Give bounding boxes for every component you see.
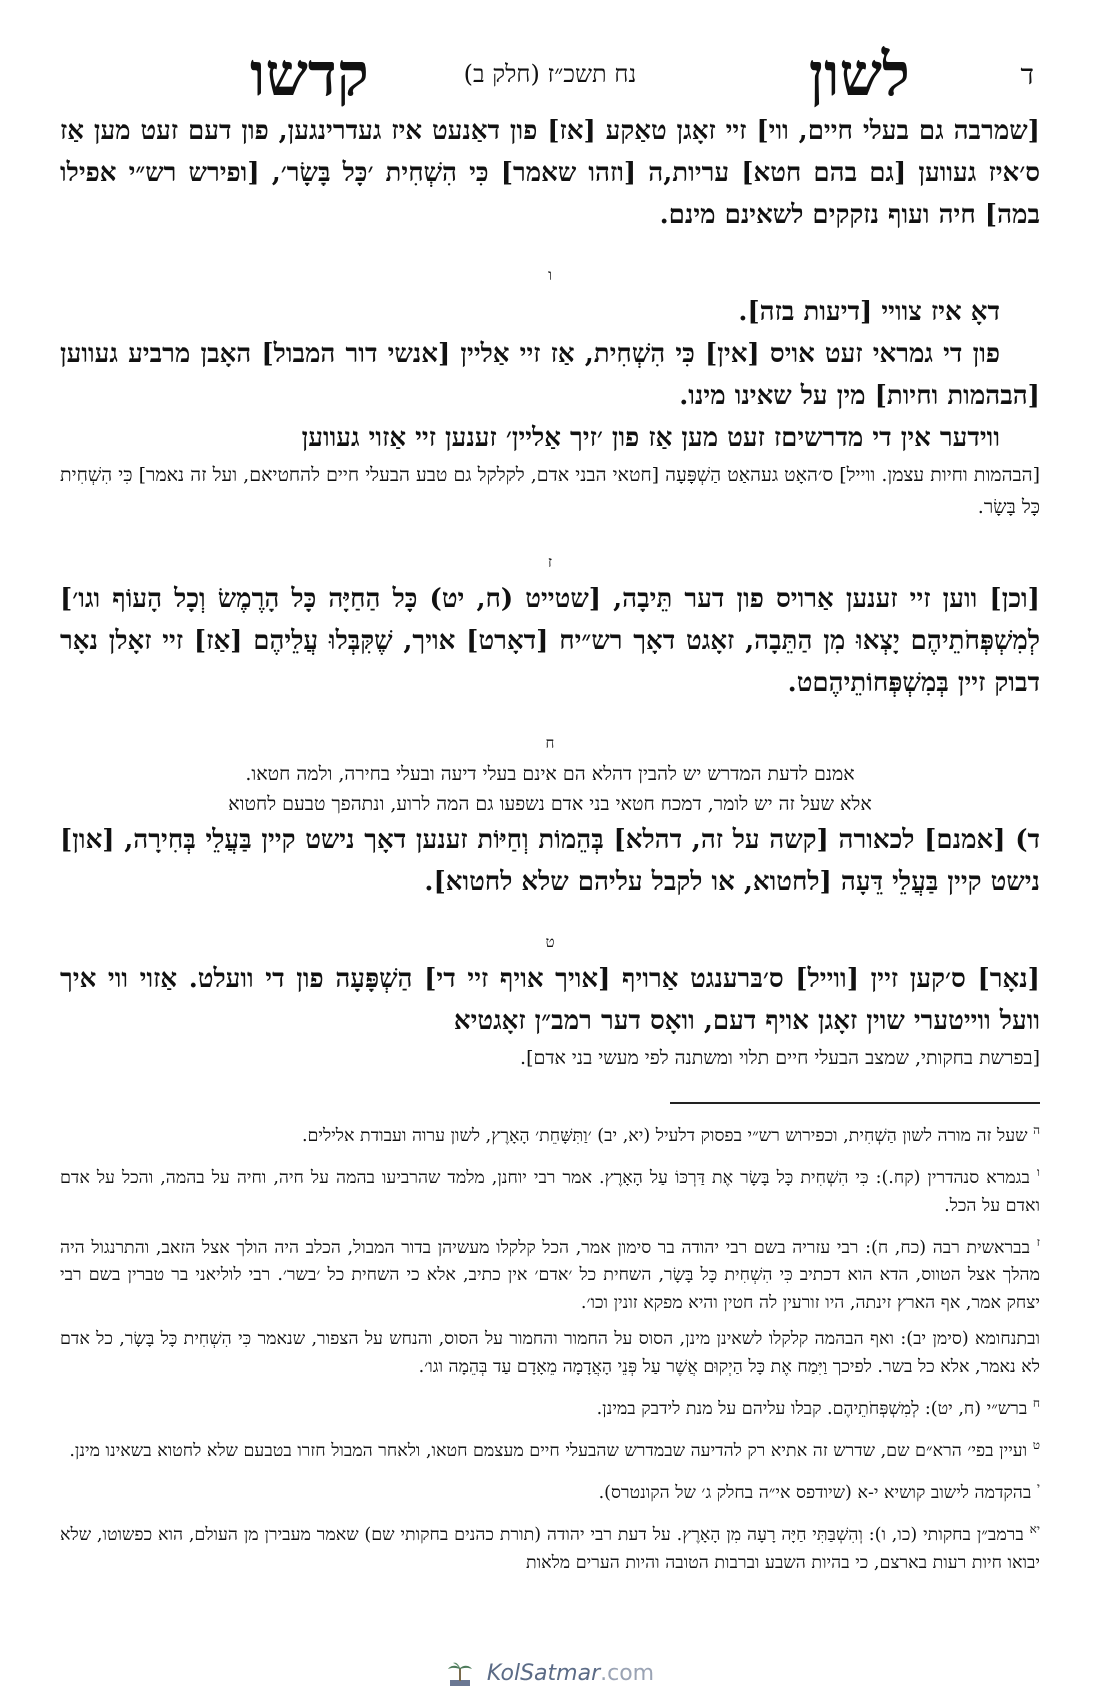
section6-line-3: ווידער אין די מדרשיםז זעט מען אַז פון ׳זיך אַליין׳ זענען זיי אַזוי געווען xyxy=(301,423,1000,453)
running-title-right: לשון xyxy=(808,40,910,110)
opening-paragraph: [שמרבה גם בעלי חיים, ווי] זיי זאָגן טאַקע [אז] פון דאַנעט איז געדרינגען, פון דעם זעט מען אַז ס׳איז געווען [גם בהם חטא] עריות,ה [וזהו שאמר] כִּי הִשְׁחִית ׳כָּל בָּשָׂר׳, [ופירש רש״י אפילו במה] חיה ועוף נזקקים לשאינם מינם. xyxy=(60,116,1040,230)
footnote-text: בגמרא סנהדרין (קח.): כִּי הִשְׁחִית כָּל בָּשָׂר אֶת דַּרְכּוֹ עַל הָאָרֶץ. אמר רבי יוחנן, מלמד שהרביעו בהמה על חיה, וחיה על בהמה, והכל על אדם ואדם על הכל. xyxy=(60,1167,1040,1216)
footnote-yud-alef xyxy=(60,1515,1040,1577)
footnote-text: שעל זה מורה לשון הַשְׁחִית, וכפירוש רש״י בפסוק דלעיל (יא, יב) ׳וַתִּשָּׁחֵת׳ הָאָרֶץ, לשון ערוה ועבודת אלילים. xyxy=(301,1125,1028,1146)
section8-text: ד) [אמנם] לכאורה [קשה על זה, דהלא] בְּהֵמוֹת וְחַיּוֹת זענען דאָך נישט קיין בַּעֲלֵי בְּחִירָה, [און] נישט קיין בַּעֲלֵי דֵּעָה [לחטוא, או לקבל עליהם שלא לחטוא]. xyxy=(60,825,1040,897)
section-marker-7: ז xyxy=(547,553,553,571)
footnote-text: בבראשית רבה (כח, ח): רבי עזריה בשם רבי יהודה בר סימון אמר, הכל קלקלו מעשיהן בדור המבול, הכלב היה הולך אצל הזאב, והתרנגול היה מהלך אצל הטווס, הדא הוא דכתיב כִּי הִשְׁחִית כָּל בָּשָׂר, השחית כל ׳אדם׳ אין כתיב, אלא כי השחית כל ׳בשר׳. רבי לוליאני בר טברין בשם רבי יצחק אמר, אף הארץ זינתה, היו זורעין לה חטין והיא מפקא זונין וכו׳. xyxy=(60,1237,1040,1314)
running-subtitle: נח תשכ״ז (חלק ב) xyxy=(463,60,637,88)
section-marker-6: ו xyxy=(548,266,552,284)
palm-tree-icon xyxy=(446,1660,474,1688)
footnote-label: י xyxy=(1036,1480,1040,1495)
logo-text-main: KolSatmar xyxy=(486,1661,601,1686)
footnote-text: ברמב״ן בחקותי (כו, ו): וְהִשְׁבַּתִּי חַיָּה רָעָה מִן הָאָרֶץ. על דעת רבי יהודה (תורת כהנים בחקותי שם) שאמר מעבירן מן העולם, הוא כפשוטו, שלא יבואו חיות רעות בארצם, כי בהיות השבע וברבות הטובה והיות הערים מלאות xyxy=(60,1524,1040,1573)
footnote-vav xyxy=(60,1158,1040,1220)
footnote-label: ט xyxy=(1032,1438,1040,1453)
running-title-left: קדשו xyxy=(250,40,369,110)
footnote-he xyxy=(60,1116,1040,1150)
section6-line-2: פון די גמראי זעט אויס [אין] כִּי הִשְׁחִית, אַז זיי אַליין [אנשי דור המבול] האָבן מרביע געווען [הבהמות וחיות] מין על שאינו מינו. xyxy=(60,339,1040,411)
section6-line-1: דאָ איז צוויי [דיעות בזה]. xyxy=(738,297,1000,327)
footnote-het xyxy=(60,1389,1040,1423)
section-marker-8: ח xyxy=(545,734,555,752)
footnote-text: ברש״י (ח, יט): לְמִשְׁפְּחֹתֵיהֶם. קבלו עליהם על מנת לידבק במינן. xyxy=(596,1399,1028,1420)
section7-text: [וכן] ווען זיי זענען אַרויס פון דער תֵּיבָה, [שטייט (ח, יט) כָּל הַחַיָּה כָּל הָרֶמֶשׂ וְכָל הָעוֹף וגו׳] לְמִשְׁפְּחֹתֵיהֶם יָצְאוּ מִן הַתֵּבָה, זאָגט דאָך רש״יח [דאָרט] אויך, שֶׁקִּבְּלוּ עֲלֵיהֶם [אַז] זיי זאָלן נאָר דבוק זיין בְּמִשְׁפְּחוֹתֵיהֶםט. xyxy=(60,584,1040,698)
section6-note: [הבהמות וחיות עצמן. ווייל] ס׳האָט געהאַט הַשְׁפָּעָה [חטאי הבני אדם, לקלקל גם טבע הבעלי חיים להחטיאם, ועל זה נאמר] כִּי הִשְׁחִית כָּל בָּשָׂר. xyxy=(60,464,1040,518)
section9-text: [נאָר] ס׳קען זיין [ווייל] ס׳בּרענגט אַרויף [אויך אויף זיי די] הַשְׁפָּעָה פון די וועלט. אַזוי ווי איך וועל ווייטערי שוין זאָגן אויף דעם, וואָס דער רמב״ן זאָגטיא xyxy=(60,964,1040,1036)
footnote-text: ועיין בפי׳ הרא״ם שם, שדרש זה אתיא רק להדיעה שבמדרש שהבעלי חיים מעצמם חטאו, ולאחר המבול חזרו בטבעם שלא לחטוא בשאינו מינן. xyxy=(69,1441,1028,1462)
footnote-text: ובתנחומא (סימן יב): ואף הבהמה קלקלו לשאינן מינן, הסוס על החמור והחמור על הסוס, והנחש על הצפור, שנאמר כִּי הִשְׁחִית כָּל בָּשָׂר, כל אדם לא נאמר, אלא כל בשר. לפיכך וַיִּמַח אֶת כָּל הַיְקוּם אֲשֶׁר עַל פְּנֵי הָאֲדָמָה מֵאָדָם עַד בְּהֵמָה וגו׳. xyxy=(60,1329,1040,1378)
footnote-divider xyxy=(670,1102,1040,1104)
footnotes xyxy=(60,1116,1040,1577)
section-marker-9: ט xyxy=(545,933,555,951)
footnote-yud xyxy=(60,1473,1040,1507)
site-logo[interactable] xyxy=(0,1660,1100,1688)
page xyxy=(60,40,1040,1700)
section8-intro-line-1: אמנם לדעת המדרש יש להבין דהלא הם אינם בעלי דיעה ובעלי בחירה, ולמה חטאו. xyxy=(245,763,855,785)
section8-intro-line-2: אלא שעל זה יש לומר, דמכח חטאי בני אדם נשפעו גם המה לרוע, ונתהפך טבעם לחטוא xyxy=(228,793,872,815)
footnote-tet xyxy=(60,1431,1040,1465)
footnote-label: ח xyxy=(1032,1396,1040,1411)
footnote-label: ה xyxy=(1033,1123,1040,1137)
footnote-zayin-cont xyxy=(60,1325,1040,1381)
footnote-text: בהקדמה לישוב קושיא י-א (שיודפס אי״ה בחלק ג׳ של הקונטרס). xyxy=(598,1482,1032,1503)
footnote-label: ו xyxy=(1036,1164,1040,1179)
footnote-label: יא xyxy=(1029,1521,1040,1536)
section9-note: [בפרשת בחקותי, שמצב הבעלי חיים תלוי ומשתנה לפי מעשי בני אדם]. xyxy=(520,1047,1040,1069)
page-header xyxy=(60,40,1040,110)
footnote-zayin xyxy=(60,1228,1040,1318)
page-number: ד xyxy=(1020,58,1034,91)
logo-text-suffix: .com xyxy=(600,1661,655,1686)
footnote-label: ז xyxy=(1036,1234,1040,1249)
